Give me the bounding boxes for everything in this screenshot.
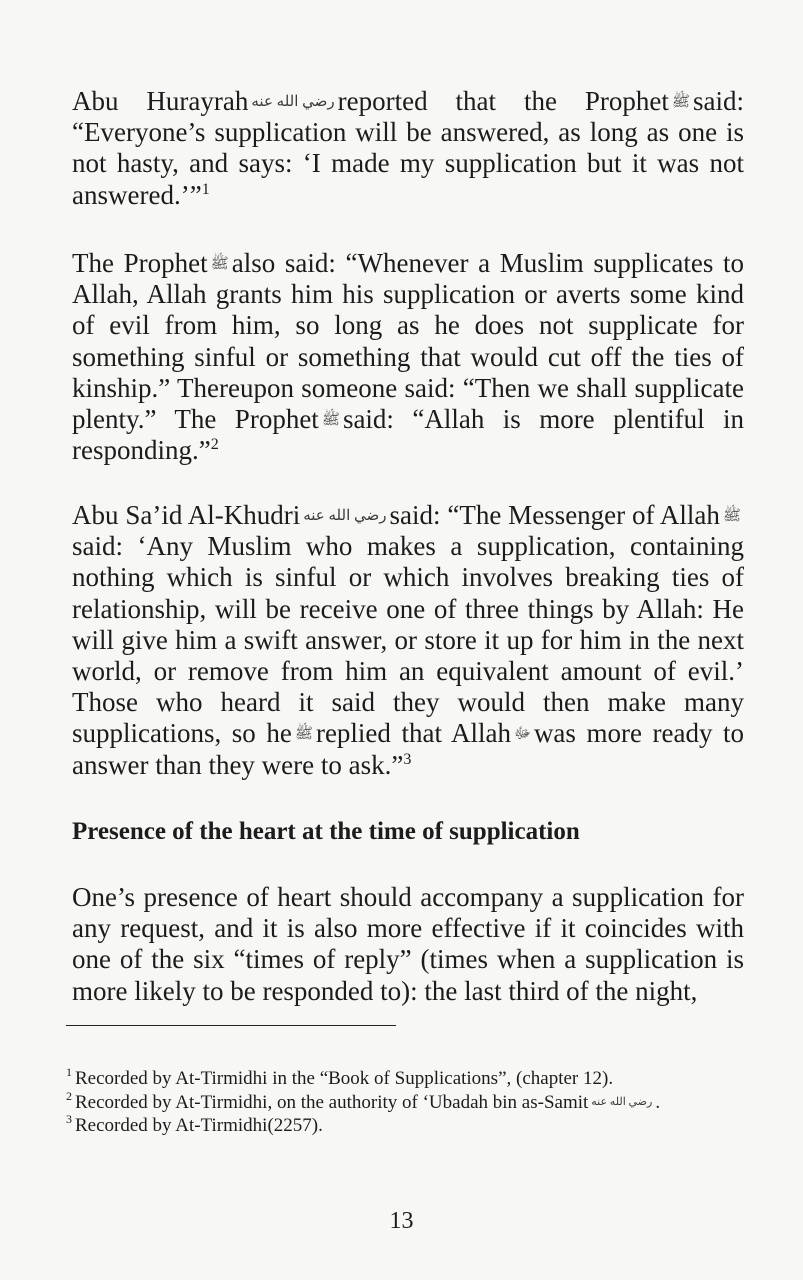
salallahu-alayhi-honorific-icon: ﷺ xyxy=(321,412,340,429)
p1-text-1: Abu Hurayrah xyxy=(72,86,249,116)
footnote-ref-1[interactable]: 1 xyxy=(201,180,210,198)
paragraph-abu-hurayrah xyxy=(72,86,744,211)
footnote-ref-2[interactable]: 2 xyxy=(210,436,219,454)
footnote-1 xyxy=(66,1067,746,1091)
p2-text-2: also said: “Whenever a Muslim supplicates to Allah, Allah grants him his supplication or averts some kind of evil from him, so long as he does not supplicate for something sinful or something that would cut off the ties of kinship.” Thereupon someone said: “Then we shall supplicate plenty.” The Prophet xyxy=(72,248,744,435)
p3-text-1: Abu Sa’id Al-Khudri xyxy=(72,500,301,530)
footnote-text: Recorded by At-Tirmidhi, on the authority of ‘Ubadah bin as-Samit xyxy=(75,1091,589,1113)
salallahu-alayhi-honorific-icon: ﷺ xyxy=(671,94,690,110)
salallahu-alayhi-honorific-icon: ﷺ xyxy=(210,256,229,272)
paragraph-presence-of-heart: One’s presence of heart should accompany a supplication for any request, and it is also more effective if it coincides with one of the six “times of reply” (times when a supplication is more likely to be responded to): the last third of the night, xyxy=(72,882,744,1006)
p3-text-3: said: ‘Any Muslim who makes a supplication, containing nothing which is sinful or which involves breaking ties of relationship, will be receive one of three things by Allah: He will give him a swift answer, or store it up for him in the next world, or remove from him an equivalent amount of evil.’ Those who heard it said they would then make many supplications, so he xyxy=(72,531,744,749)
footnote-text: Recorded by At-Tirmidhi(2257). xyxy=(75,1115,323,1136)
footnote-number: 2 xyxy=(66,1088,72,1103)
footnote-ref-3[interactable]: 3 xyxy=(403,750,412,768)
footnotes xyxy=(66,1067,746,1138)
p1-text-2: reported that the Prophet xyxy=(337,86,669,116)
footnote-3 xyxy=(66,1114,746,1138)
paragraph-prophet-said xyxy=(72,248,744,466)
footnote-number: 1 xyxy=(66,1065,72,1079)
p3-text-2: said: “The Messenger of Allah xyxy=(389,500,720,530)
footnote-end: . xyxy=(655,1091,661,1113)
p2-text-1: The Prophet xyxy=(72,248,208,278)
salallahu-alayhi-honorific-icon: ﷺ xyxy=(722,508,742,524)
paragraph-abu-said xyxy=(72,500,744,781)
footnote-divider xyxy=(66,1025,396,1026)
p1-text-3: said: “Everyone’s supplication will be answered, as long as one is not hasty, and says: ‘I made my supplication but it was not answered.’” xyxy=(72,86,744,210)
p2-text-3: said: “Allah is more plentiful in responding.” xyxy=(72,404,745,466)
p3-text-4: replied that Allah xyxy=(315,718,511,749)
footnote-2 xyxy=(66,1088,746,1115)
p3-text-5: was more ready to answer than they were to ask.” xyxy=(72,718,744,780)
subhanahu-honorific-icon: ﷻ xyxy=(514,726,531,743)
radiyallahu-anhu-honorific-icon: رضي الله عنه xyxy=(303,508,387,524)
section-heading: Presence of the heart at the time of supplication xyxy=(72,818,580,845)
footnote-text: Recorded by At-Tirmidhi in the “Book of Supplications”, (chapter 12). xyxy=(75,1068,614,1089)
radiyallahu-anhu-honorific-icon: رضي الله عنه xyxy=(591,1095,653,1108)
radiyallahu-anhu-honorific-icon: رضي الله عنه xyxy=(251,94,335,110)
page-number: 13 xyxy=(389,1208,414,1234)
salallahu-alayhi-honorific-icon: ﷺ xyxy=(294,726,313,743)
footnote-number: 3 xyxy=(66,1112,72,1126)
